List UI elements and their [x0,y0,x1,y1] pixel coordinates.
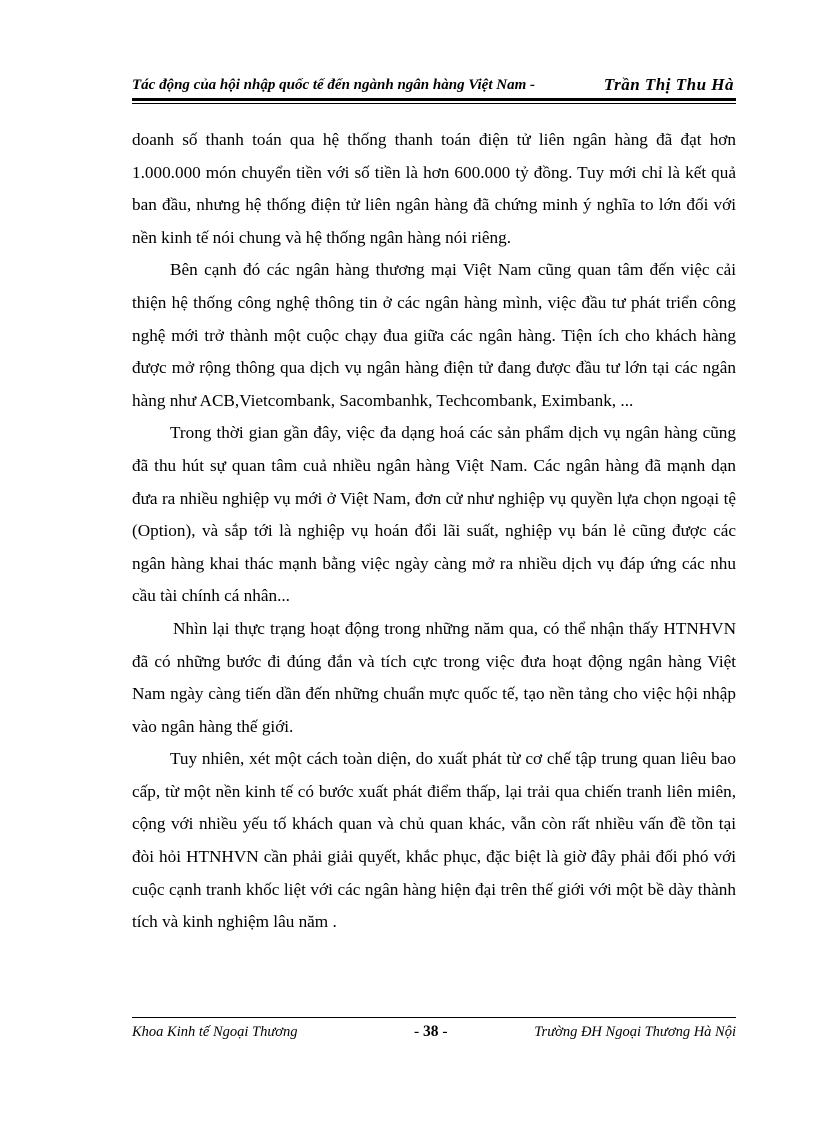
page-number [414,1023,448,1041]
header-title: Tác động của hội nhập quốc tế đến ngành ngân hàng Việt Nam - [132,77,535,93]
page-number-value: 38 [423,1023,439,1040]
paragraph-4: Nhìn lại thực trạng hoạt động trong những năm qua, có thể nhận thấy HTNHVN đã có những bước đi đúng đắn và tích cực trong việc đưa hoạt động ngân hàng Việt Nam ngày càng tiến dần đến những chuẩn mực quốc tế, tạo nền tảng cho việc hội nhập vào ngân hàng thế giới. [132,618,736,736]
page-number-prefix: - [414,1023,424,1040]
paragraph-3: Trong thời gian gần đây, việc đa dạng hoá các sản phẩm dịch vụ ngân hàng cũng đã thu hút sự quan tâm cuả nhiều ngân hàng Việt Nam. Các ngân hàng đã mạnh dạn đưa ra nhiều nghiệp vụ mới ở Việt Nam, đơn cử như nghiệp vụ quyền lựa chọn ngoại tệ (Option), và sắp tới là nghiệp vụ hoán đổi lãi suất, nghiệp vụ bán lẻ cũng được các ngân hàng khai thác mạnh bằng việc ngày càng mở ra nhiều dịch vụ đáp ứng các nhu cầu tài chính cá nhân... [132,423,736,606]
body-text [132,124,736,939]
page-header [132,74,736,98]
header-author: Trần Thị Thu Hà [603,75,734,94]
page-footer [132,1024,736,1046]
page-number-suffix: - [438,1023,448,1040]
paragraph-2: Bên cạnh đó các ngân hàng thương mại Việt Nam cũng quan tâm đến việc cải thiện hệ thống công nghệ thông tin ở các ngân hàng mình, việc đầu tư phát triển công nghệ mới trở thành một cuộc chạy đua giữa các ngân hàng. Tiện ích cho khách hàng được mở rộng thông qua dịch vụ ngân hàng điện tử đang được đầu tư lớn tại các ngân hàng như ACB,Vietcombank, Sacombanhk, Techcombank, Eximbank, ... [132,260,736,410]
paragraph-1: doanh số thanh toán qua hệ thống thanh toán điện tử liên ngân hàng đã đạt hơn 1.000.000 món chuyển tiền với số tiền là hơn 600.000 tỷ đồng. Tuy mới chỉ là kết quả ban đầu, nhưng hệ thống điện tử liên ngân hàng đã chứng minh ý nghĩa to lớn đối với nền kinh tế nói chung và hệ thống ngân hàng nói riêng. [132,130,736,247]
footer-rule [132,1017,736,1018]
header-rule-thin [132,103,736,104]
footer-faculty: Khoa Kinh tế Ngoại Thương [132,1024,298,1040]
header-rule-thick [132,98,736,101]
footer-university: Trường ĐH Ngoại Thương Hà Nội [534,1024,736,1040]
paragraph-5: Tuy nhiên, xét một cách toàn diện, do xuất phát từ cơ chế tập trung quan liêu bao cấp, từ một nền kinh tế có bước xuất phát điểm thấp, lại trải qua chiến tranh liên miên, cộng với nhiều yếu tố khách quan và chủ quan khác, vẫn còn rất nhiều vấn đề tồn tại đòi hỏi HTNHVN cần phải giải quyết, khắc phục, đặc biệt là giờ đây phải đối phó với cuộc cạnh tranh khốc liệt với các ngân hàng hiện đại trên thế giới với một bề dày thành tích và kinh nghiệm lâu năm . [132,749,736,932]
